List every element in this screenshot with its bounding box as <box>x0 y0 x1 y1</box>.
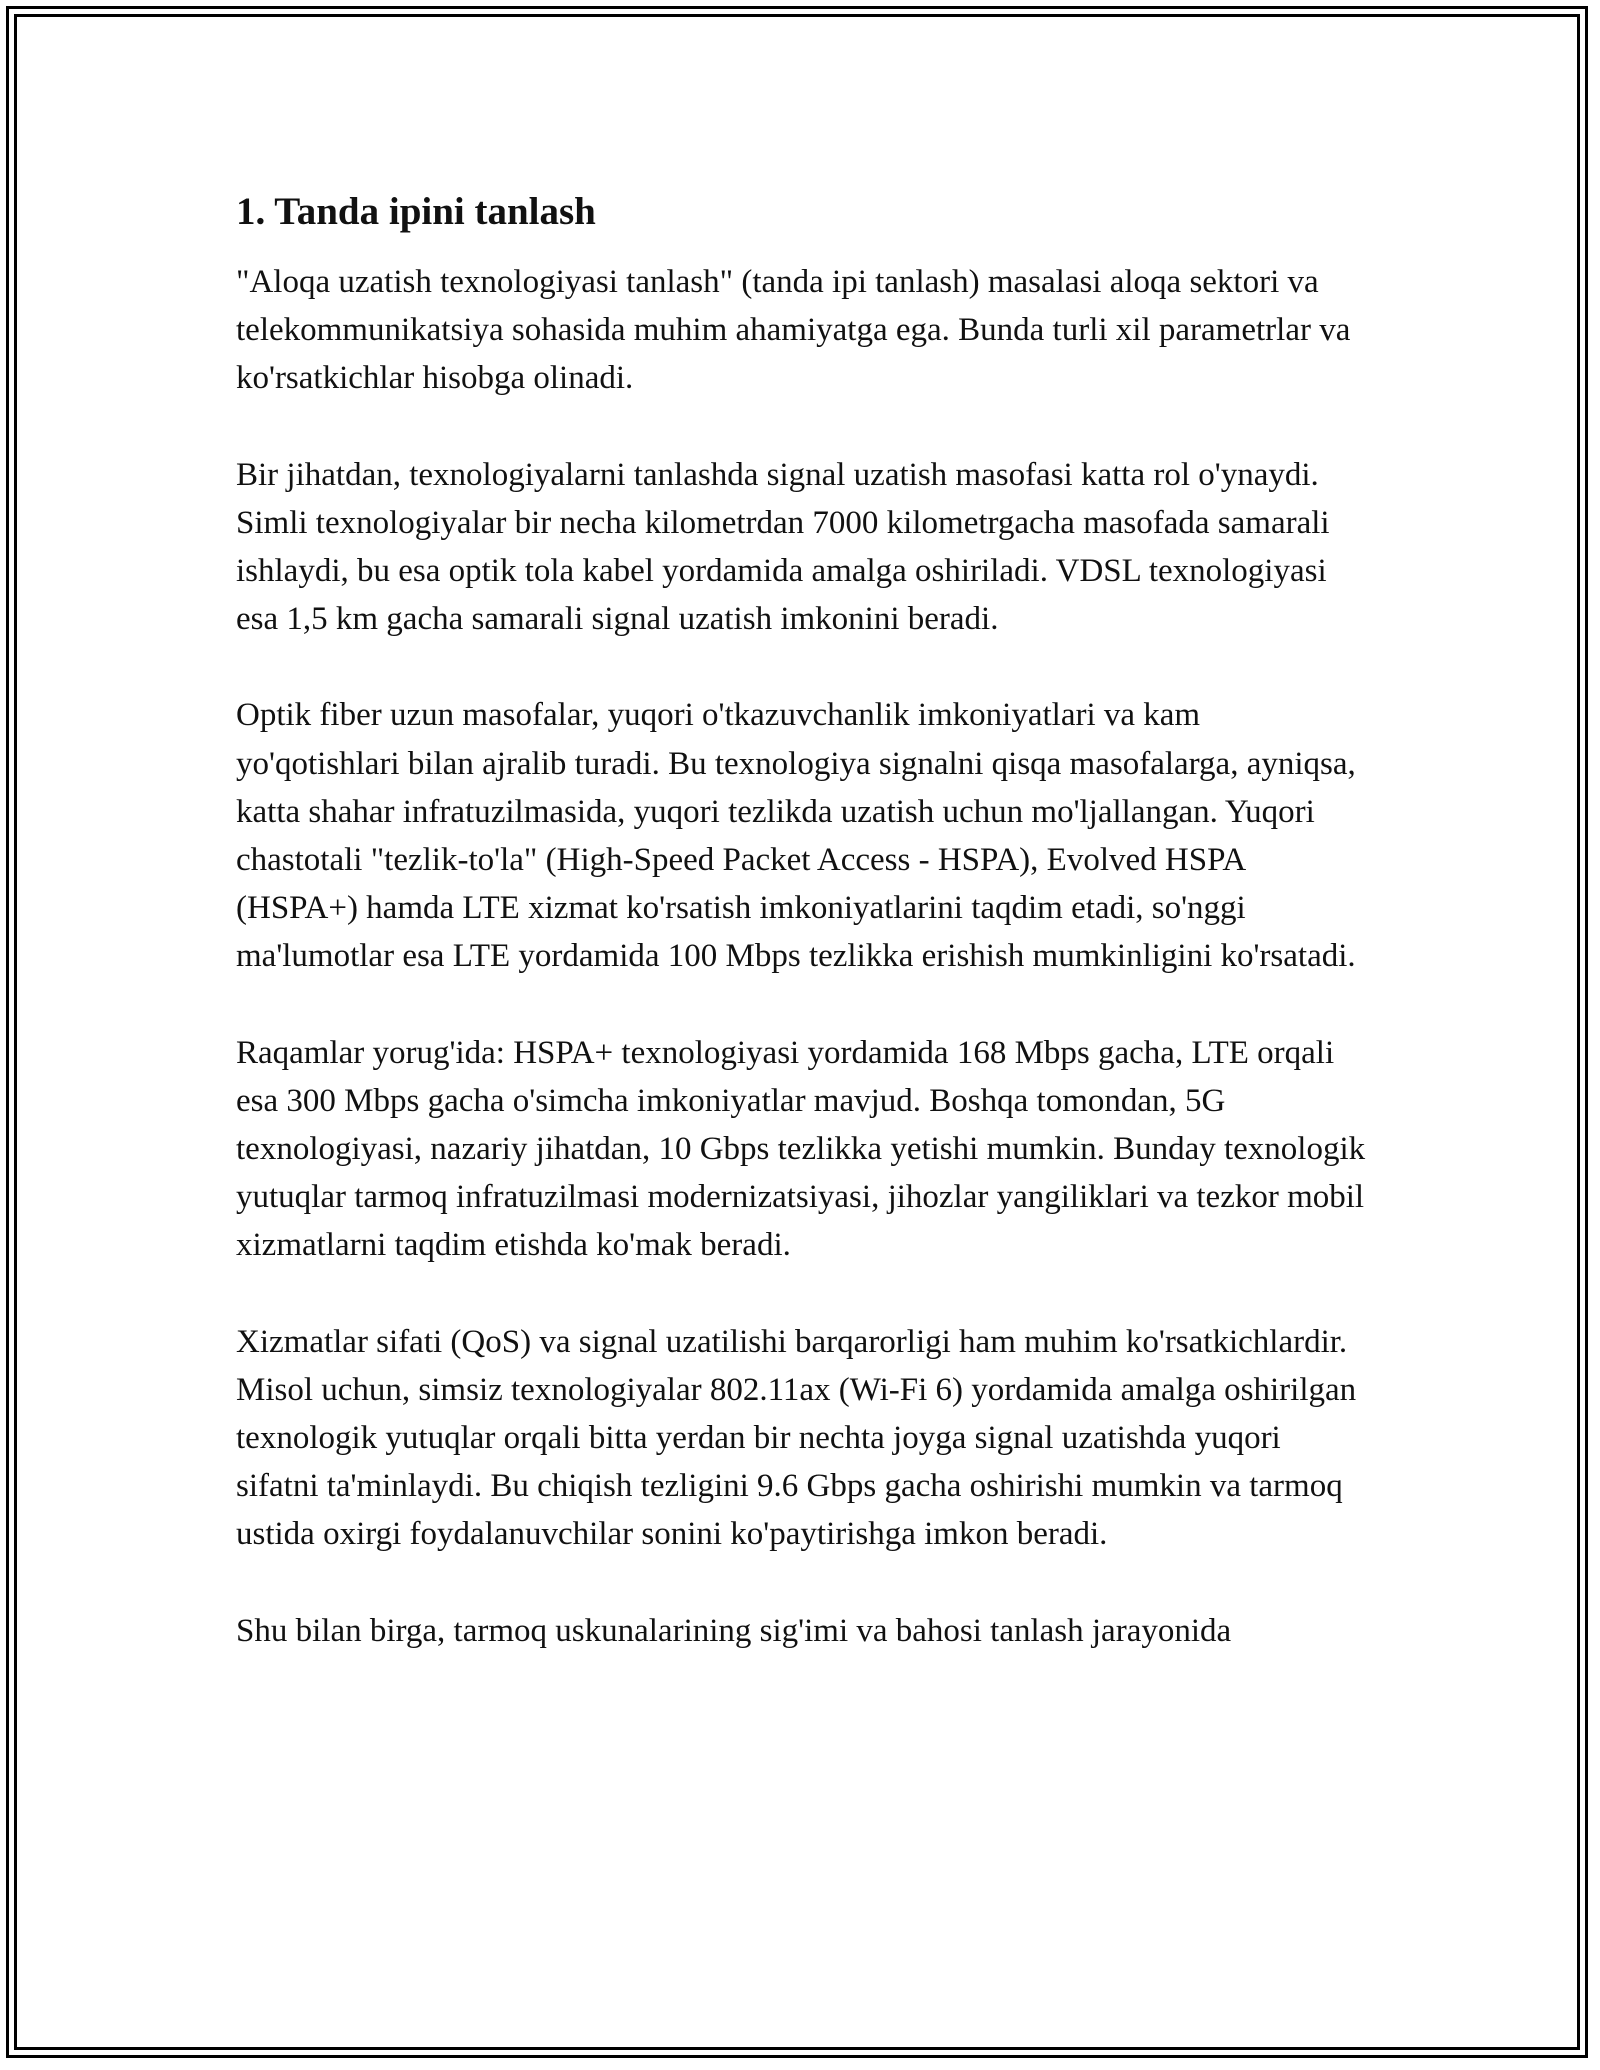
paragraph-6: Shu bilan birga, tarmoq uskunalarining sig'imi va bahosi tanlash jarayonida <box>236 1612 1232 1649</box>
section-heading: 1. Tanda ipini tanlash <box>236 190 596 233</box>
paragraph-1: "Aloqa uzatish texnologiyasi tanlash" (tanda ipi tanlash) masalasi aloqa sektori va telekommunikatsiya sohasida muhim ahamiyatga ega. Bunda turli xil parametrlar va ko'rsatkichlar hisobga olinadi. <box>236 264 1351 397</box>
document-body <box>236 186 1366 1655</box>
paragraph-4: Raqamlar yorug'ida: HSPA+ texnologiyasi yordamida 168 Mbps gacha, LTE orqali esa 300 Mbps gacha o'simcha imkoniyatlar mavjud. Boshqa tomondan, 5G texnologiyasi, nazariy jihatdan, 10 Gbps tezlikka yetishi mumkin. Bunday texnologik yutuqlar tarmoq infratuzilmasi modernizatsiyasi, jihozlar yangiliklari va tezkor mobil xizmatlarni taqdim etishda ko'mak beradi. <box>236 1034 1366 1264</box>
paragraph-3: Optik fiber uzun masofalar, yuqori o'tkazuvchanlik imkoniyatlari va kam yo'qotishlari bilan ajralib turadi. Bu texnologiya signalni qisqa masofalarga, ayniqsa, katta shahar infratuzilmasida, yuqori tezlikda uzatish uchun mo'ljallangan. Yuqori chastotali "tezlik-to'la" (High-Speed Packet Access - HSPA), Evolved HSPA (HSPA+) hamda LTE xizmat ko'rsatish imkoniyatlarini taqdim etadi, so'nggi ma'lumotlar esa LTE yordamida 100 Mbps tezlikka erishish mumkinligini ko'rsatadi. <box>236 697 1356 975</box>
paragraph-2: Bir jihatdan, texnologiyalarni tanlashda signal uzatish masofasi katta rol o'ynaydi. Simli texnologiyalar bir necha kilometrdan 7000 kilometrgacha masofada samarali ishlaydi, bu esa optik tola kabel yordamida amalga oshiriladi. VDSL texnologiyasi esa 1,5 km gacha samarali signal uzatish imkonini beradi. <box>236 456 1330 638</box>
paragraph-5: Xizmatlar sifati (QoS) va signal uzatilishi barqarorligi ham muhim ko'rsatkichlardir. Misol uchun, simsiz texnologiyalar 802.11ax (Wi-Fi 6) yordamida amalga oshirilgan texnologik yutuqlar orqali bitta yerdan bir nechta joyga signal uzatishda yuqori sifatni ta'minlaydi. Bu chiqish tezligini 9.6 Gbps gacha oshirishi mumkin va tarmoq ustida oxirgi foydalanuvchilar sonini ko'paytirishga imkon beradi. <box>236 1323 1357 1553</box>
